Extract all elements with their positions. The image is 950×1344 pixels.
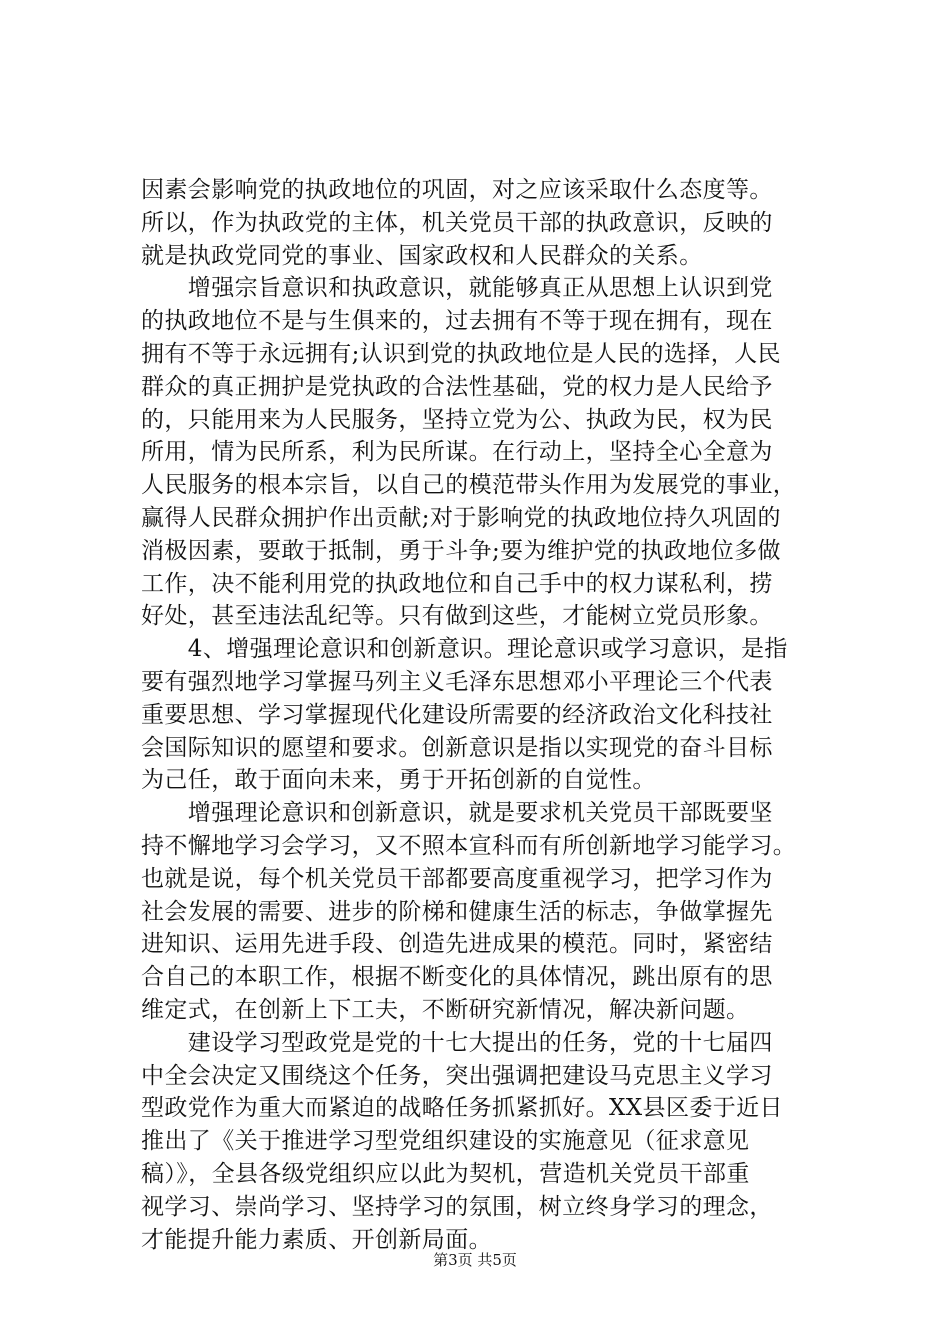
text-line: 也就是说，每个机关党员干部都要高度重视学习，把学习作为 — [141, 865, 773, 892]
text-line: 赢得人民群众拥护作出贡献;对于影响党的执政地位持久巩固的 — [141, 504, 781, 531]
text-line: 视学习、崇尚学习、坚持学习的氛围，树立终身学习的理念， — [141, 1193, 773, 1220]
text-line: 因素会影响党的执政地位的巩固，对之应该采取什么态度等。 — [141, 177, 773, 203]
text-line: 人民服务的根本宗旨，以自己的模范带头作用为发展党的事业， — [141, 472, 797, 499]
page-number-footer: 第3页 共5页 — [433, 1251, 517, 1269]
text-line: 持不懈地学习会学习，又不照本宣科而有所创新地学习能学习。 — [141, 832, 797, 859]
text-line: 所以，作为执政党的主体，机关党员干部的执政意识，反映的 — [141, 209, 773, 236]
text-line: 型政党作为重大而紧迫的战略任务抓紧抓好。XX县区委于近日 — [141, 1095, 783, 1122]
text-line: 社会发展的需要、进步的阶梯和健康生活的标志，争做掌握先 — [141, 898, 773, 925]
text-line: 好处，甚至违法乱纪等。只有做到这些，才能树立党员形象。 — [141, 603, 773, 630]
document-body — [141, 174, 827, 1256]
paragraph-start-line: 增强宗旨意识和执政意识，就能够真正从思想上认识到党 — [141, 275, 773, 302]
paragraph-start-line: 增强理论意识和创新意识，就是要求机关党员干部既要坚 — [141, 800, 773, 827]
text-line: 所用，情为民所系，利为民所谋。在行动上，坚持全心全意为 — [141, 439, 773, 466]
text-line: 就是执政党同党的事业、国家政权和人民群众的关系。 — [141, 242, 703, 269]
text-line: 群众的真正拥护是党执政的合法性基础，党的权力是人民给予 — [141, 373, 773, 400]
text-line: 中全会决定又围绕这个任务，突出强调把建设马克思主义学习 — [141, 1062, 773, 1089]
text-line: 合自己的本职工作，根据不断变化的具体情况，跳出原有的思 — [141, 964, 773, 991]
text-line: 进知识、运用先进手段、创造先进成果的模范。同时，紧密结 — [141, 931, 773, 958]
text-line: 的，只能用来为人民服务，坚持立党为公、执政为民，权为民 — [141, 406, 773, 433]
text-line: 会国际知识的愿望和要求。创新意识是指以实现党的奋斗目标 — [141, 734, 773, 761]
text-line: 为己任，敢于面向未来，勇于开拓创新的自觉性。 — [141, 767, 656, 794]
text-line: 消极因素，要敢于抵制，勇于斗争;要为维护党的执政地位多做 — [141, 537, 781, 564]
text-line: 要有强烈地学习掌握马列主义毛泽东思想邓小平理论三个代表 — [141, 668, 773, 695]
text-line: 维定式，在创新上下工夫，不断研究新情况，解决新问题。 — [141, 996, 750, 1023]
text-line: 推出了《关于推进学习型党组织建设的实施意见（征求意见 — [141, 1128, 750, 1155]
paragraph-start-line: 4、增强理论意识和创新意识。理论意识或学习意识，是指 — [141, 636, 788, 663]
text-line: 重要思想、学习掌握现代化建设所需要的经济政治文化科技社 — [141, 701, 773, 728]
text-line: 才能提升能力素质、开创新局面。 — [141, 1226, 492, 1253]
text-line: 稿）》，全县各级党组织应以此为契机，营造机关党员干部重 — [141, 1160, 750, 1187]
text-line: 工作，决不能利用党的执政地位和自己手中的权力谋私利，捞 — [141, 570, 773, 597]
paragraph-start-line: 建设学习型政党是党的十七大提出的任务，党的十七届四 — [141, 1029, 773, 1056]
text-line: 的执政地位不是与生俱来的，过去拥有不等于现在拥有，现在 — [141, 308, 773, 335]
text-line: 拥有不等于永远拥有;认识到党的执政地位是人民的选择，人民 — [141, 340, 781, 367]
